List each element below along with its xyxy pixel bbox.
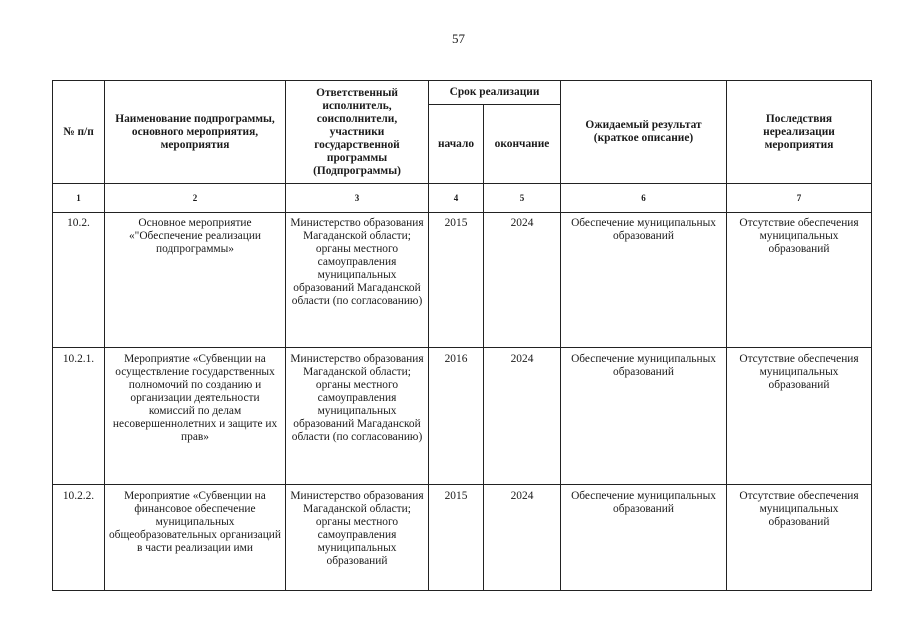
row-executor: Министерство образования Магаданской области; органы местного самоуправления муниципальных образований Магаданской области (по согласованию) <box>286 348 429 485</box>
row-num: 10.2.2. <box>53 485 105 591</box>
row-result: Обеспечение муниципальных образований <box>561 348 727 485</box>
row-end: 2024 <box>484 485 561 591</box>
column-number: 5 <box>484 184 561 213</box>
column-number: 3 <box>286 184 429 213</box>
row-num: 10.2. <box>53 213 105 348</box>
row-name: Основное мероприятие «"Обеспечение реализации подпрограммы» <box>105 213 286 348</box>
row-name: Мероприятие «Субвенции на финансовое обеспечение муниципальных общеобразовательных организаций в части реализации ими <box>105 485 286 591</box>
header-name: Наименование подпрограммы, основного мероприятия, мероприятия <box>105 81 286 184</box>
row-executor: Министерство образования Магаданской области; органы местного самоуправления муниципальных образований Магаданской области (по согласованию) <box>286 213 429 348</box>
header-consequences: Последствия нереализации мероприятия <box>727 81 872 184</box>
column-number: 1 <box>53 184 105 213</box>
page-number: 57 <box>452 31 465 46</box>
column-number: 7 <box>727 184 872 213</box>
header-result: Ожидаемый результат (краткое описание) <box>561 81 727 184</box>
row-result: Обеспечение муниципальных образований <box>561 213 727 348</box>
program-measures-table <box>52 80 872 591</box>
header-period: Срок реализации <box>429 81 561 105</box>
row-consequences: Отсутствие обеспечения муниципальных образований <box>727 485 872 591</box>
row-num: 10.2.1. <box>53 348 105 485</box>
row-start: 2015 <box>429 213 484 348</box>
row-executor: Министерство образования Магаданской области; органы местного самоуправления муниципальных образований <box>286 485 429 591</box>
header-num: № п/п <box>53 81 105 184</box>
column-number: 2 <box>105 184 286 213</box>
row-start: 2015 <box>429 485 484 591</box>
row-result: Обеспечение муниципальных образований <box>561 485 727 591</box>
table-row <box>53 485 872 591</box>
header-end: окончание <box>484 105 561 184</box>
row-end: 2024 <box>484 213 561 348</box>
row-name: Мероприятие «Субвенции на осуществление государственных полномочий по созданию и организации деятельности комиссий по делам несовершеннолетних и защите их прав» <box>105 348 286 485</box>
header-row-top <box>53 81 872 105</box>
header-executor: Ответственный исполнитель, соисполнители, участники государственной программы (Подпрограммы) <box>286 81 429 184</box>
table-row <box>53 348 872 485</box>
row-end: 2024 <box>484 348 561 485</box>
header-start: начало <box>429 105 484 184</box>
table-row <box>53 213 872 348</box>
column-number: 4 <box>429 184 484 213</box>
column-number-row <box>53 184 872 213</box>
column-number: 6 <box>561 184 727 213</box>
row-consequences: Отсутствие обеспечения муниципальных образований <box>727 348 872 485</box>
row-start: 2016 <box>429 348 484 485</box>
row-consequences: Отсутствие обеспечения муниципальных образований <box>727 213 872 348</box>
